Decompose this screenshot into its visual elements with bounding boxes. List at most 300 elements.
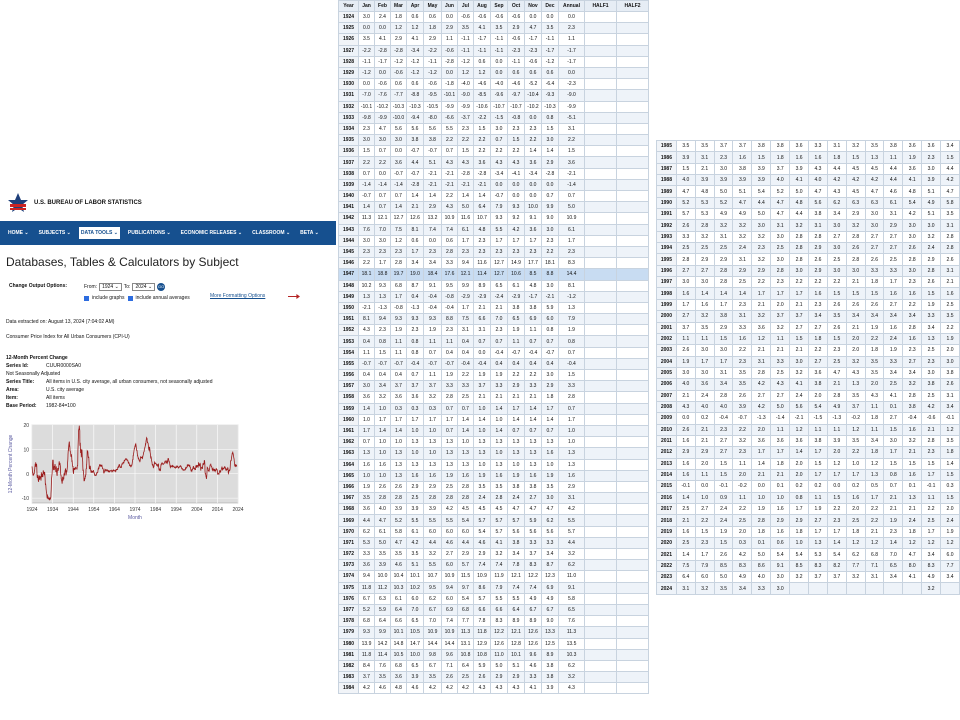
col-header-half1: HALF1 [585,1,617,12]
value-cell: 1.3 [474,437,491,448]
value-cell [617,302,649,313]
value-cell: 1.7 [695,549,714,560]
value-cell: 1.8 [424,23,442,34]
table-row [657,583,960,594]
value-cell: 2.8 [424,493,442,504]
value-cell: 4.4 [559,537,585,548]
include-graphs-label: include graphs [92,295,125,301]
value-cell: 12.1 [508,571,525,582]
value-cell: 10.1 [391,627,407,638]
value-cell: 0.7 [375,202,391,213]
value-cell: 1.7 [375,414,391,425]
value-cell: 0.2 [790,481,809,492]
value-cell: 0.0 [359,23,375,34]
value-cell: 2.0 [865,379,884,390]
table-row [657,152,960,163]
value-cell: 2.9 [922,254,941,265]
table-row [339,582,649,593]
value-cell [585,627,617,638]
value-cell: 3.6 [752,322,771,333]
value-cell: 1.6 [771,504,790,515]
more-formatting-link[interactable]: More Formatting Options [210,293,266,299]
value-cell: 6.0 [695,572,714,583]
value-cell: 4.2 [752,401,771,412]
value-cell: 1.6 [903,424,922,435]
year-cell: 1986 [657,152,677,163]
value-cell: 3.5 [407,549,424,560]
value-cell: 9.4 [375,314,391,325]
value-cell: 2.8 [714,390,733,401]
value-cell: 1.1 [808,492,827,503]
value-cell: 4.5 [865,163,884,174]
table-row [657,401,960,412]
value-cell: -0.7 [375,358,391,369]
value-cell: 1.6 [771,526,790,537]
y-tick-label: -10 [21,496,29,503]
value-cell: 10.0 [525,202,542,213]
value-cell: 3.0 [752,220,771,231]
value-cell: 1.3 [424,459,442,470]
value-cell: 1.6 [676,526,695,537]
nav-beta[interactable]: BETA ⌄ [300,230,319,236]
value-cell: 1.4 [525,403,542,414]
value-cell: -0.6 [474,12,491,23]
value-cell: 6.5 [884,560,903,571]
value-cell: 1.6 [733,152,752,163]
value-cell: 2.1 [525,392,542,403]
value-cell: 0.7 [508,425,525,436]
value-cell: 1.1 [771,333,790,344]
value-cell: 4.3 [491,157,508,168]
value-cell: 8.9 [508,616,525,627]
value-cell: -2.8 [458,168,474,179]
value-cell: 5.7 [676,209,695,220]
value-cell: 3.0 [359,12,375,23]
value-cell: 1.5 [884,458,903,469]
nav-classroom[interactable]: CLASSROOM ⌄ [252,230,291,236]
value-cell: 2.1 [676,515,695,526]
value-cell: 2.2 [359,258,375,269]
value-cell: 0.7 [442,146,458,157]
value-cell: 6.4 [391,604,407,615]
value-cell: 12.8 [508,638,525,649]
value-cell: 9.3 [424,314,442,325]
year-cell: 1965 [339,470,359,481]
year-cell: 1976 [339,593,359,604]
value-cell: 2.1 [752,345,771,356]
value-cell: 2.8 [903,390,922,401]
table-row [339,23,649,34]
table-row [339,12,649,23]
value-cell: 1.8 [827,152,846,163]
year-cell: 1985 [657,141,677,152]
value-cell: 1.2 [790,424,809,435]
value-cell: 2.5 [458,392,474,403]
value-cell: 3.3 [676,231,695,242]
value-cell: 2.5 [442,481,458,492]
year-cell: 1954 [339,347,359,358]
value-cell: 7.4 [525,582,542,593]
value-cell: 13.5 [559,638,585,649]
value-cell: 10.9 [442,571,458,582]
value-cell: 9.1 [424,280,442,291]
value-cell: 3.0 [491,123,508,134]
value-cell: 1.0 [790,538,809,549]
value-cell: 1.6 [941,288,960,299]
value-cell: 2.1 [474,302,491,313]
value-cell: 4.2 [442,504,458,515]
year-cell: 1961 [339,425,359,436]
value-cell: 3.5 [846,390,865,401]
value-cell: 1.7 [375,258,391,269]
value-cell: -1.4 [559,179,585,190]
value-cell: 18.1 [359,269,375,280]
value-cell: 4.1 [491,537,508,548]
value-cell: 1.4 [676,549,695,560]
value-cell: 5.1 [733,186,752,197]
value-cell: 2.8 [442,246,458,257]
value-cell [617,582,649,593]
value-cell: -9.6 [491,90,508,101]
value-cell: 1.2 [827,458,846,469]
go-button[interactable]: GO [158,284,165,289]
value-cell: 5.0 [375,537,391,548]
value-cell: 1.6 [676,458,695,469]
value-cell: 1.7 [491,235,508,246]
value-cell: -1.1 [542,34,559,45]
value-cell: 1.6 [676,288,695,299]
value-cell: 12.6 [525,638,542,649]
value-cell: 1.4 [391,202,407,213]
value-cell: 13.3 [542,627,559,638]
value-cell: 10.9 [442,627,458,638]
value-cell: 1.0 [559,425,585,436]
value-cell: 3.8 [922,379,941,390]
value-cell: 2.3 [559,23,585,34]
value-cell: 4.4 [407,157,424,168]
value-cell: 2.8 [676,254,695,265]
value-cell: 6.2 [424,593,442,604]
table-row [657,231,960,242]
value-cell: -1.1 [508,56,525,67]
value-cell [585,549,617,560]
value-cell: 0.1 [884,401,903,412]
value-cell: 3.6 [808,367,827,378]
value-cell [617,370,649,381]
value-cell [617,336,649,347]
value-cell: 4.7 [391,537,407,548]
value-cell [617,213,649,224]
value-cell: 0.0 [525,112,542,123]
nav-data-tools[interactable]: DATA TOOLS ⌄ [79,227,120,239]
value-cell: 2.9 [542,157,559,168]
value-cell: 2.2 [733,504,752,515]
value-cell [585,392,617,403]
table-row [339,224,649,235]
value-cell [585,291,617,302]
value-cell: 3.3 [884,356,903,367]
value-cell: 1.4 [375,425,391,436]
value-cell: 2.2 [375,157,391,168]
value-cell: 3.9 [407,672,424,683]
value-cell: 4.7 [733,197,752,208]
value-cell: 7.9 [559,314,585,325]
value-cell: 3.3 [559,381,585,392]
value-cell: 5.7 [491,526,508,537]
value-cell: 4.4 [359,515,375,526]
value-cell: 2.3 [827,345,846,356]
value-cell: 1.4 [458,414,474,425]
value-cell: 5.4 [790,549,809,560]
value-cell [585,437,617,448]
nav-subjects[interactable]: SUBJECTS ⌄ [38,230,71,236]
table-row [339,56,649,67]
value-cell: 2.8 [846,231,865,242]
value-cell: 3.2 [903,435,922,446]
value-cell: 0.6 [771,538,790,549]
year-cell: 1932 [339,101,359,112]
value-cell [617,537,649,548]
nav-publications[interactable]: PUBLICATIONS ⌄ [127,230,171,236]
value-cell: 3.2 [846,141,865,152]
value-cell: 3.6 [525,224,542,235]
value-cell: -9.9 [559,101,585,112]
value-cell: 3.4 [903,311,922,322]
value-cell: 3.7 [846,401,865,412]
value-cell: 1.7 [808,469,827,480]
value-cell: 0.6 [525,67,542,78]
value-cell [617,112,649,123]
year-cell: 2021 [657,549,677,560]
value-cell: 1.1 [884,152,903,163]
value-cell [617,392,649,403]
nav-economic-releases[interactable]: ECONOMIC RELEASES ⌄ [180,230,243,236]
value-cell: 7.6 [375,660,391,671]
value-cell: 11.6 [474,258,491,269]
value-cell: 0.3 [424,403,442,414]
value-cell: 1.1 [865,424,884,435]
value-cell: -0.6 [508,12,525,23]
value-cell: 7.4 [474,560,491,571]
value-cell: 8.3 [733,560,752,571]
value-cell: 1.5 [542,123,559,134]
value-cell: 2.5 [884,379,903,390]
value-cell: 6.1 [391,593,407,604]
value-cell: 3.3 [865,265,884,276]
value-cell: 5.4 [458,515,474,526]
from-year-select[interactable]: 1924 ⌄ [99,283,122,291]
value-cell: 10.7 [474,213,491,224]
value-cell: 1.5 [375,347,391,358]
value-cell: 1.5 [846,288,865,299]
year-cell: 1927 [339,45,359,56]
value-cell: 5.7 [458,560,474,571]
value-cell: 12.7 [491,269,508,280]
year-cell: 1969 [339,515,359,526]
value-cell: 4.7 [808,186,827,197]
value-cell: 6.1 [458,224,474,235]
value-cell: -4.0 [458,79,474,90]
value-cell: 6.7 [542,604,559,615]
value-cell: -2.2 [359,45,375,56]
value-cell: 2.1 [827,379,846,390]
value-cell: 1.1 [508,336,525,347]
meta-base-key: Base Period: [6,403,37,409]
value-cell: 6.2 [559,660,585,671]
value-cell: 2.5 [827,254,846,265]
value-cell: 9.9 [542,202,559,213]
value-cell: 1.7 [391,414,407,425]
include-graphs-checkbox[interactable] [84,296,89,301]
value-cell: 3.0 [771,583,790,594]
value-cell: 7.1 [442,660,458,671]
value-cell: -1.7 [474,34,491,45]
value-cell: -10.2 [375,101,391,112]
value-cell: 2.8 [922,265,941,276]
value-cell: -9.0 [559,90,585,101]
series-metadata [6,354,212,410]
value-cell: -0.7 [391,358,407,369]
year-cell: 1990 [657,197,677,208]
value-cell: 1.7 [508,403,525,414]
table-row [339,683,649,694]
value-cell [617,425,649,436]
value-cell: 1.8 [542,392,559,403]
value-cell: 2.2 [922,504,941,515]
table-row [339,549,649,560]
value-cell: 2.2 [525,135,542,146]
value-cell: 1.1 [442,34,458,45]
value-cell: 1.5 [508,135,525,146]
value-cell: -10.3 [407,101,424,112]
value-cell: 9.4 [442,582,458,593]
value-cell: 4.9 [827,401,846,412]
value-cell: 8.1 [559,280,585,291]
value-cell: 1.6 [458,470,474,481]
value-cell: 1.7 [752,288,771,299]
cpi-line-chart [6,421,242,531]
value-cell: 6.0 [458,526,474,537]
value-cell [617,235,649,246]
value-cell: 0.7 [559,403,585,414]
value-cell: 1.9 [752,504,771,515]
value-cell: 1.2 [865,458,884,469]
bls-logo-icon[interactable] [6,191,30,215]
from-year-value: 1924 [102,284,114,290]
value-cell: 2.9 [474,549,491,560]
value-cell: 2.3 [359,123,375,134]
year-cell: 2023 [657,572,677,583]
value-cell [617,67,649,78]
value-cell: 2.1 [695,435,714,446]
value-cell: 0.4 [407,291,424,302]
value-cell [617,616,649,627]
value-cell: 1.7 [359,425,375,436]
value-cell: 4.7 [827,367,846,378]
value-cell: 1.5 [714,458,733,469]
value-cell: 1.8 [865,345,884,356]
value-cell: -3.4 [407,45,424,56]
value-cell: 5.3 [359,537,375,548]
value-cell: 5.8 [391,526,407,537]
value-cell: 6.3 [865,197,884,208]
value-cell [617,358,649,369]
value-cell: 6.0 [442,593,458,604]
value-cell: 6.1 [407,526,424,537]
table-row [339,168,649,179]
value-cell [585,34,617,45]
year-cell: 1937 [339,157,359,168]
value-cell: -0.4 [424,302,442,313]
value-cell: 3.3 [442,258,458,269]
value-cell: 2.5 [884,254,903,265]
value-cell: 9.0 [542,616,559,627]
value-cell: 5.0 [559,202,585,213]
value-cell: 3.1 [941,220,960,231]
value-cell: 5.4 [458,593,474,604]
year-cell: 2001 [657,322,677,333]
value-cell: 1.0 [407,425,424,436]
value-cell: 4.2 [458,683,474,694]
value-cell: -4.6 [508,79,525,90]
value-cell: 3.5 [846,435,865,446]
include-annual-checkbox[interactable] [128,296,133,301]
value-cell: 2.2 [865,333,884,344]
value-cell: 1.0 [375,403,391,414]
value-cell: 2.2 [903,299,922,310]
value-cell: -10.0 [391,112,407,123]
value-cell: 10.9 [559,213,585,224]
value-cell: 3.4 [903,367,922,378]
value-cell: 5.2 [771,186,790,197]
value-cell: 11.6 [458,213,474,224]
value-cell: 4.3 [491,683,508,694]
value-cell: 0.8 [559,336,585,347]
value-cell: 5.6 [790,401,809,412]
value-cell: 4.5 [458,504,474,515]
value-cell: 6.9 [442,604,458,615]
value-cell [617,347,649,358]
value-cell: 2.2 [442,135,458,146]
value-cell: 0.7 [442,403,458,414]
value-cell: 3.6 [359,504,375,515]
nav-home[interactable]: HOME ⌄ [8,230,29,236]
value-cell: 3.2 [491,549,508,560]
value-cell: 10.6 [508,269,525,280]
value-cell: 5.6 [808,197,827,208]
value-cell: 0.0 [559,67,585,78]
value-cell: 3.4 [865,311,884,322]
value-cell: -0.1 [676,481,695,492]
value-cell: 1.3 [846,379,865,390]
value-cell: 0.7 [491,135,508,146]
value-cell: 2.9 [808,243,827,254]
value-cell: 2.9 [790,515,809,526]
value-cell: 1.9 [542,470,559,481]
value-cell: 1.5 [808,458,827,469]
value-cell: 6.4 [375,616,391,627]
value-cell: 3.6 [790,435,809,446]
to-year-select[interactable]: 2024 ⌄ [132,283,155,291]
value-cell: 3.9 [424,504,442,515]
value-cell: 12.7 [391,213,407,224]
value-cell [585,336,617,347]
year-cell: 1945 [339,246,359,257]
value-cell: 6.1 [508,280,525,291]
value-cell: -2.1 [474,179,491,190]
value-cell: 2.2 [695,515,714,526]
value-cell: 0.7 [375,146,391,157]
